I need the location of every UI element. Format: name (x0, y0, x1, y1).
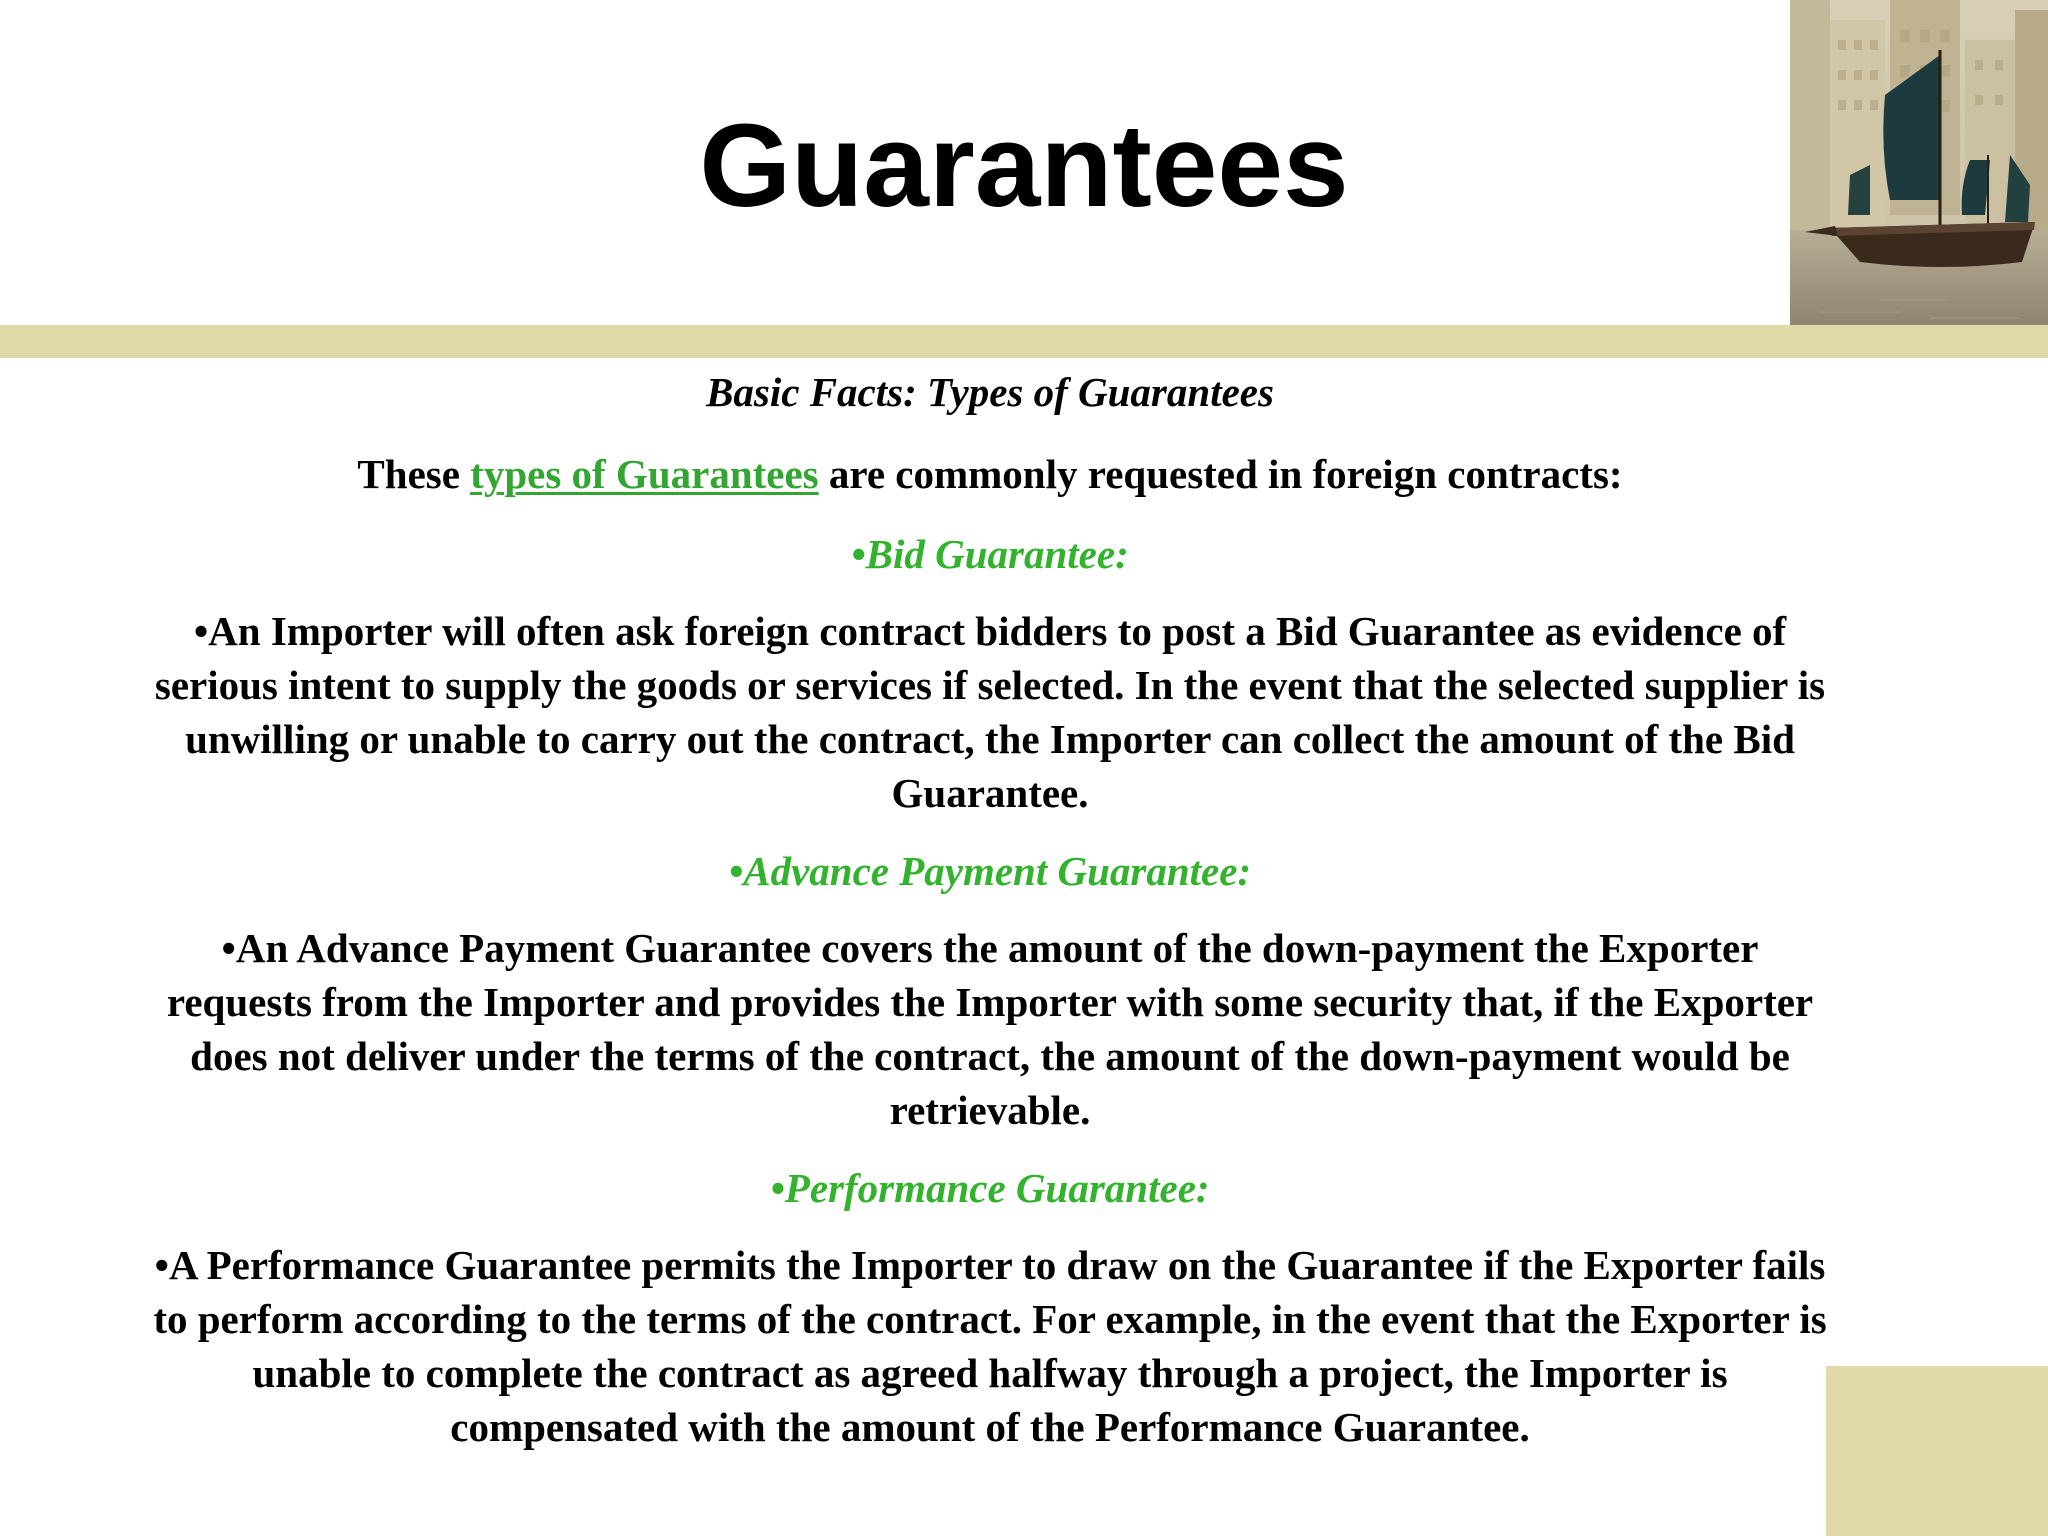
intro-text-before: These (357, 451, 471, 497)
junk-boat-photo (1790, 0, 2048, 325)
decorative-corner-block (1826, 1366, 2048, 1536)
performance-guarantee-description: •A Performance Guarantee permits the Importer to draw on the Guarantee if the Exporter fails to perform according to the terms of the contract. For example, in the event that the Exporter is unable to complete the contract as agreed halfway through a project, the Importer is compensated with the amount of the Performance Guarantee. (153, 1242, 1827, 1450)
bid-guarantee-heading: •Bid Guarantee: (851, 531, 1129, 577)
advance-payment-guarantee-heading: •Advance Payment Guarantee: (728, 848, 1252, 894)
decorative-band (0, 325, 2048, 358)
performance-guarantee-heading: •Performance Guarantee: (770, 1165, 1210, 1211)
bid-guarantee-description: •An Importer will often ask foreign contract bidders to post a Bid Guarantee as evidence of serious intent to supply the goods or services if selected. In the event that the selected supplier is unwilling or unable to carry out the contract, the Importer can collect the amount of the Bid Guarantee. (154, 608, 1826, 816)
intro-sentence (150, 444, 1830, 504)
section-subtitle: Basic Facts: Types of Guarantees (706, 369, 1274, 415)
slide-title: Guarantees (699, 100, 1349, 232)
types-of-guarantees-link[interactable]: types of Guarantees (470, 451, 819, 497)
slide-body (150, 362, 1830, 1475)
advance-payment-guarantee-description: •An Advance Payment Guarantee covers the amount of the down-payment the Exporter requests from the Importer and provides the Importer with some security that, if the Exporter does not deliver under the terms of the contract, the amount of the down-payment would be retrievable. (166, 925, 1814, 1133)
intro-text-after: are commonly requested in foreign contracts: (818, 451, 1623, 497)
